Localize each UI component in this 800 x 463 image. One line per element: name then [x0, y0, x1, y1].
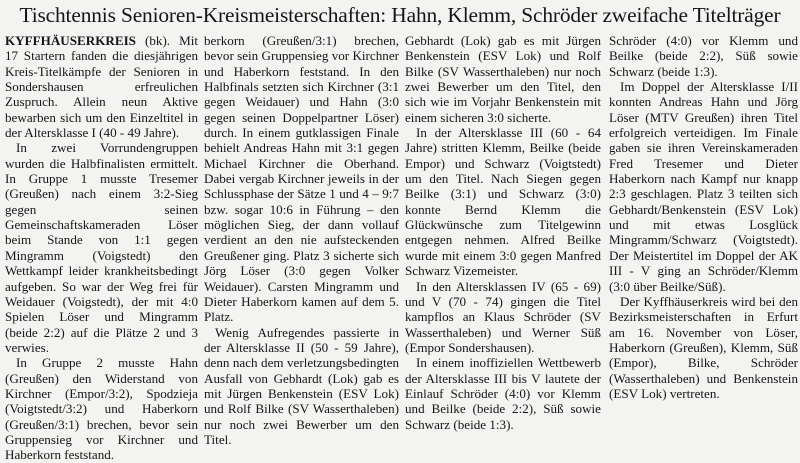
- article-paragraph: In zwei Vorrundengruppen wurden die Halbfinalisten ermittelt. In Gruppe 1 musste Tresemer (Greußen) nach einem 3:2-Sieg gegen seinen Gemeinschaftskameraden Löser beim Stande von 1:1 gegen Mingramm (Voigstedt) den Wettkampf leider krankheitsbedingt aufgeben. So war der Weg frei für Weidauer (Voigstedt), der mit 4:0 Spielen Löser und Mingramm (beide 2:2) auf die Plätze 2 und 3 verwies.: [5, 140, 198, 355]
- article-column-1: [5, 33, 198, 463]
- article-paragraph: In einem inoffiziellen Wettbewerb der Altersklasse III bis V lautete der Einlauf Schröder (4:0) vor Klemm und Beilke (beide 2:2), Süß sowie Schwarz (beide 1:3).: [405, 355, 601, 432]
- article-paragraph: berkorn (Greußen/3:1) brechen, bevor sein Gruppensieg vor Kirchner und Haberkorn feststand. In den Halbfinals setzten sich Kirchner (3:1 gegen Weidauer) und Hahn (3:0 gegen seinen Doppelpartner Löser) durch. In einem gutklassigen Finale behielt Andreas Hahn mit 3:1 gegen Michael Kirchner die Oberhand. Dabei vergab Kirchner jeweils in der Schlussphase der Sätze 1 und 4 – 9:7 bzw. sogar 10:6 in Führung – den möglichen Sieg, der dann vollauf verdient an den nie aufsteckenden Greußener ging. Platz 3 sicherte sich Jörg Löser (3:0 gegen Volker Weidauer). Carsten Mingramm und Dieter Haberkorn kamen auf dem 5. Platz.: [204, 33, 399, 325]
- article-paragraph: In den Altersklassen IV (65 - 69) und V (70 - 74) gingen die Titel kampflos an Klaus Schröder (SV Wasserthaleben) und Werner Süß (Empor Sondershausen).: [405, 278, 601, 355]
- article-paragraph: Gebhardt (Lok) gab es mit Jürgen Benkenstein (ESV Lok) und Rolf Bilke (SV Wasserthaleben) nur noch zwei Bewerber um den Titel, den sich wie im Vorjahr Benkenstein mit einem sicheren 3:0 sicherte.: [405, 33, 601, 125]
- article-column-3: [405, 33, 601, 432]
- article-paragraph: [5, 33, 198, 140]
- article-paragraph: Schröder (4:0) vor Klemm und Beilke (beide 2:2), Süß sowie Schwarz (beide 1:3).: [609, 33, 798, 79]
- lead-text: (bk). Mit 17 Startern fanden die diesjährigen Kreis-Titelkämpfe der Senioren in Sondershausen erfreulichen Zuspruch. Allein neun Aktive bewarben sich um den Einzeltitel in der Altersklasse I (40 - 49 Jahre).: [5, 33, 198, 141]
- article-dateline: KYFFHÄUSERKREIS: [5, 33, 136, 48]
- article-column-2: [204, 33, 399, 447]
- article-paragraph: In Gruppe 2 musste Hahn (Greußen) den Widerstand von Kirchner (Empor/3:2), Spodzieja (Voigtstedt/3:2) und Haberkorn (Greußen/3:1) brechen, bevor sein Gruppensieg vor Kirchner und Haberkorn feststand.: [5, 355, 198, 463]
- article-paragraph: Der Kyffhäuserkreis wird bei den Bezirksmeisterschaften in Erfurt am 16. November von Löser, Haberkorn (Greußen), Klemm, Süß (Empor), Bilke, Schröder (Wasserthaleben) und Benkenstein (ESV Lok) vertreten.: [609, 293, 798, 401]
- article-paragraph: In der Altersklasse III (60 - 64 Jahre) stritten Klemm, Beilke (beide Empor) und Schwarz (Voigtstedt) um den Titel. Nach Siegen gegen Beilke (3:1) und Schwarz (3:0) konnte Bernd Klemm die Glückwünsche zum Titelgewinn entgegen nehmen. Alfred Beilke wurde mit einem 3:0 gegen Manfred Schwarz Vizemeister.: [405, 125, 601, 279]
- article-paragraph: Wenig Aufregendes passierte in der Altersklasse II (50 - 59 Jahre), denn nach dem verletzungsbedingten Ausfall von Gebhardt (Lok) gab es mit Jürgen Benkenstein (ESV Lok) und Rolf Bilke (SV Wasserthaleben) nur noch zwei Bewerber um den Titel.: [204, 324, 399, 447]
- article-paragraph: Im Doppel der Altersklasse I/II konnten Andreas Hahn und Jörg Löser (MTV Greußen) ihren Titel erfolgreich verteidigen. Im Finale gaben sie ihren Vereinskameraden Fred Tresemer und Dieter Haberkorn nach Kampf nur knapp 2:3 geschlagen. Platz 3 teilten sich Gebhardt/Benkenstein (ESV Lok) und mit etwas Losglück Mingramm/Schwarz (Voigtstedt). Der Meistertitel im Doppel der AK III - V ging an Schröder/Klemm (3:0 über Beilke/Süß).: [609, 79, 798, 294]
- article-headline: Tischtennis Senioren-Kreismeisterschaften: Hahn, Klemm, Schröder zweifache Titelträger: [19, 3, 781, 27]
- article-column-4: [609, 33, 798, 401]
